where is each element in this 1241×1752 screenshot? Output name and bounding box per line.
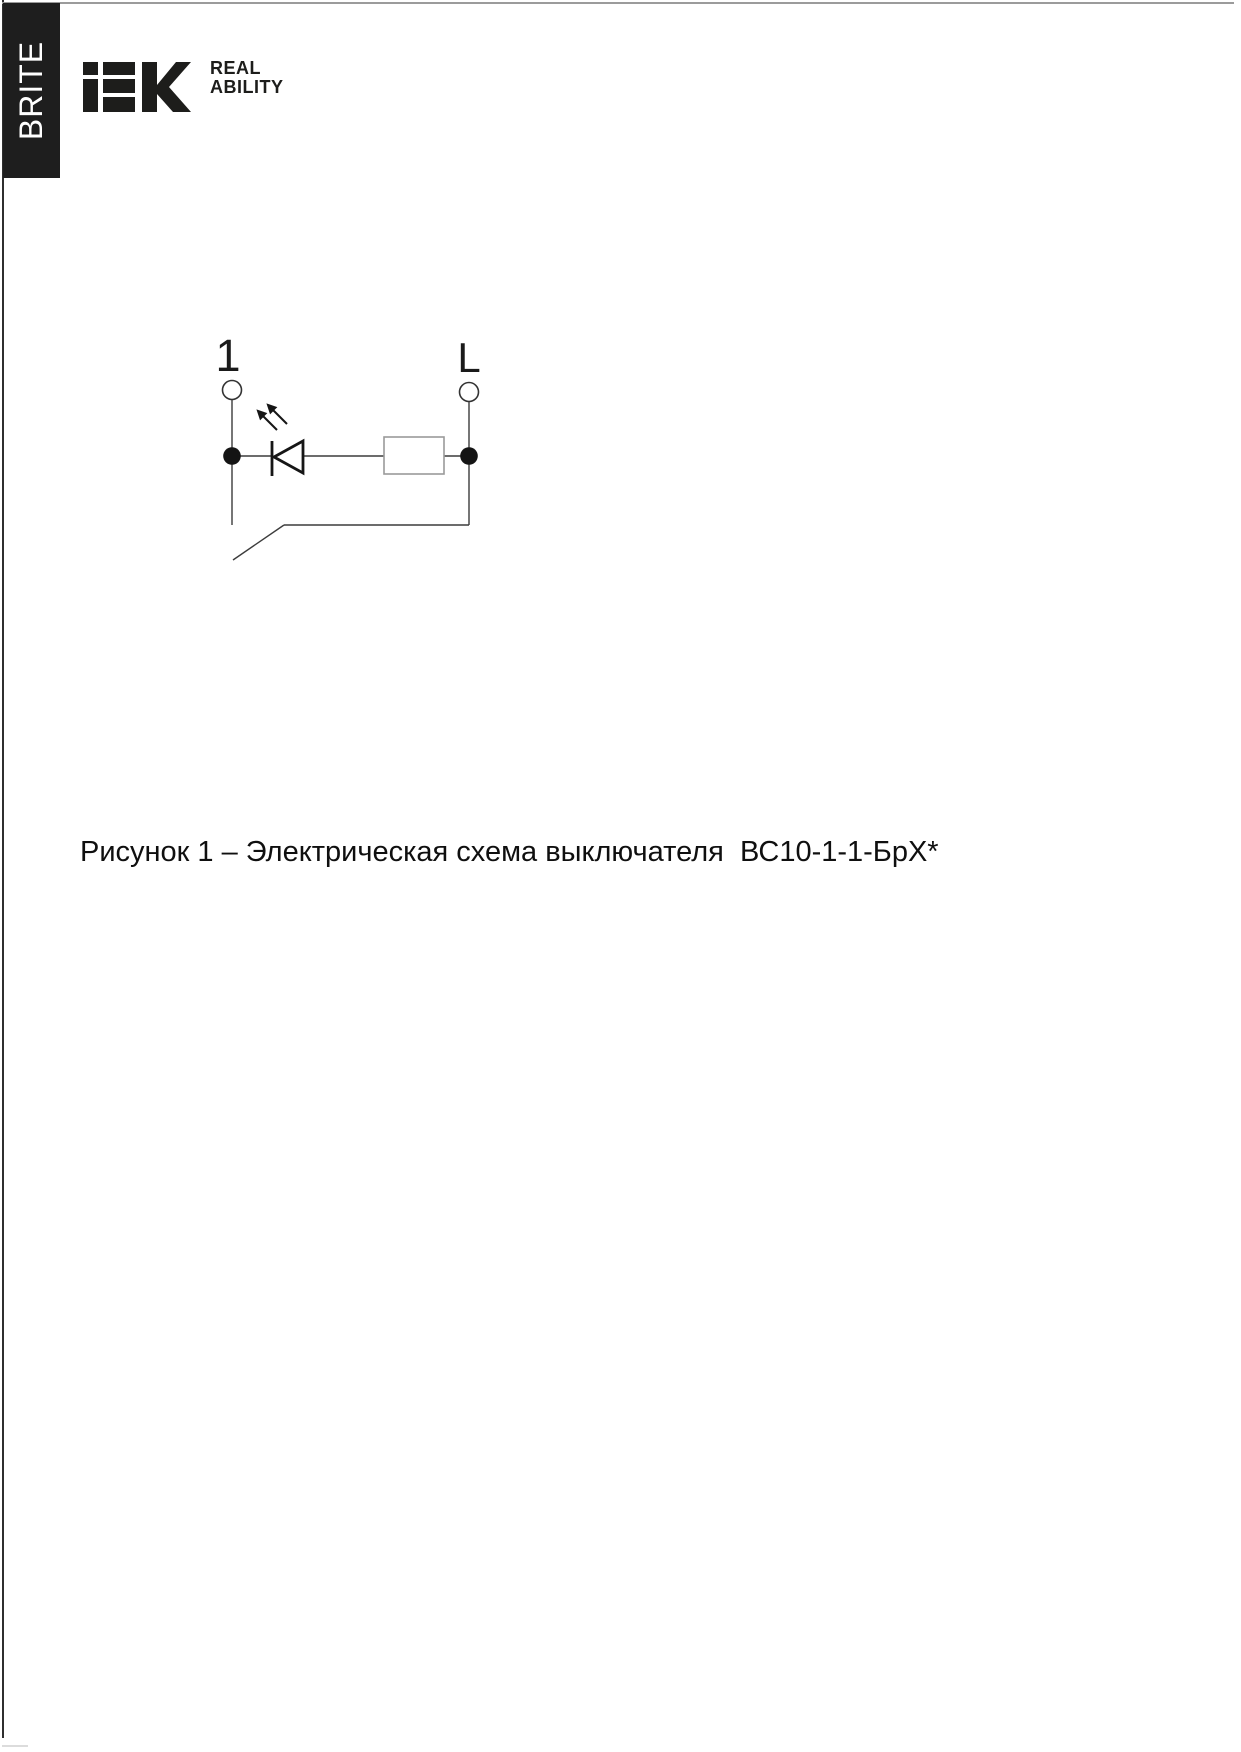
page-border-left [2,0,4,1738]
series-tab [3,3,60,178]
circuit-diagram [170,295,530,585]
diode-triangle [274,441,303,473]
resistor-icon [384,437,444,474]
iek-brand-mark-icon [83,62,191,112]
switch-lever [233,525,284,560]
terminal-right-label: L [457,334,481,381]
junction-dot-right-icon [460,447,478,465]
iek-logo [80,55,310,120]
wires [232,400,469,560]
page-border-bottom [2,1745,28,1747]
terminal-right-circle-icon [460,383,479,402]
logo-tagline-line2: ABILITY [210,77,284,97]
led-indicator-icon [258,405,303,476]
series-tab-label: BRITE [13,40,50,141]
figure-caption: Рисунок 1 – Электрическая схема выключателя ВС10-1-1-БрХ* [80,836,939,868]
terminal-left-circle-icon [223,381,242,400]
terminal-left-label: 1 [215,330,241,381]
page-border-top [2,2,1234,4]
led-emission-arrows-icon [258,405,287,430]
logo-tagline-line1: REAL [210,58,261,78]
junction-dot-left-icon [223,447,241,465]
